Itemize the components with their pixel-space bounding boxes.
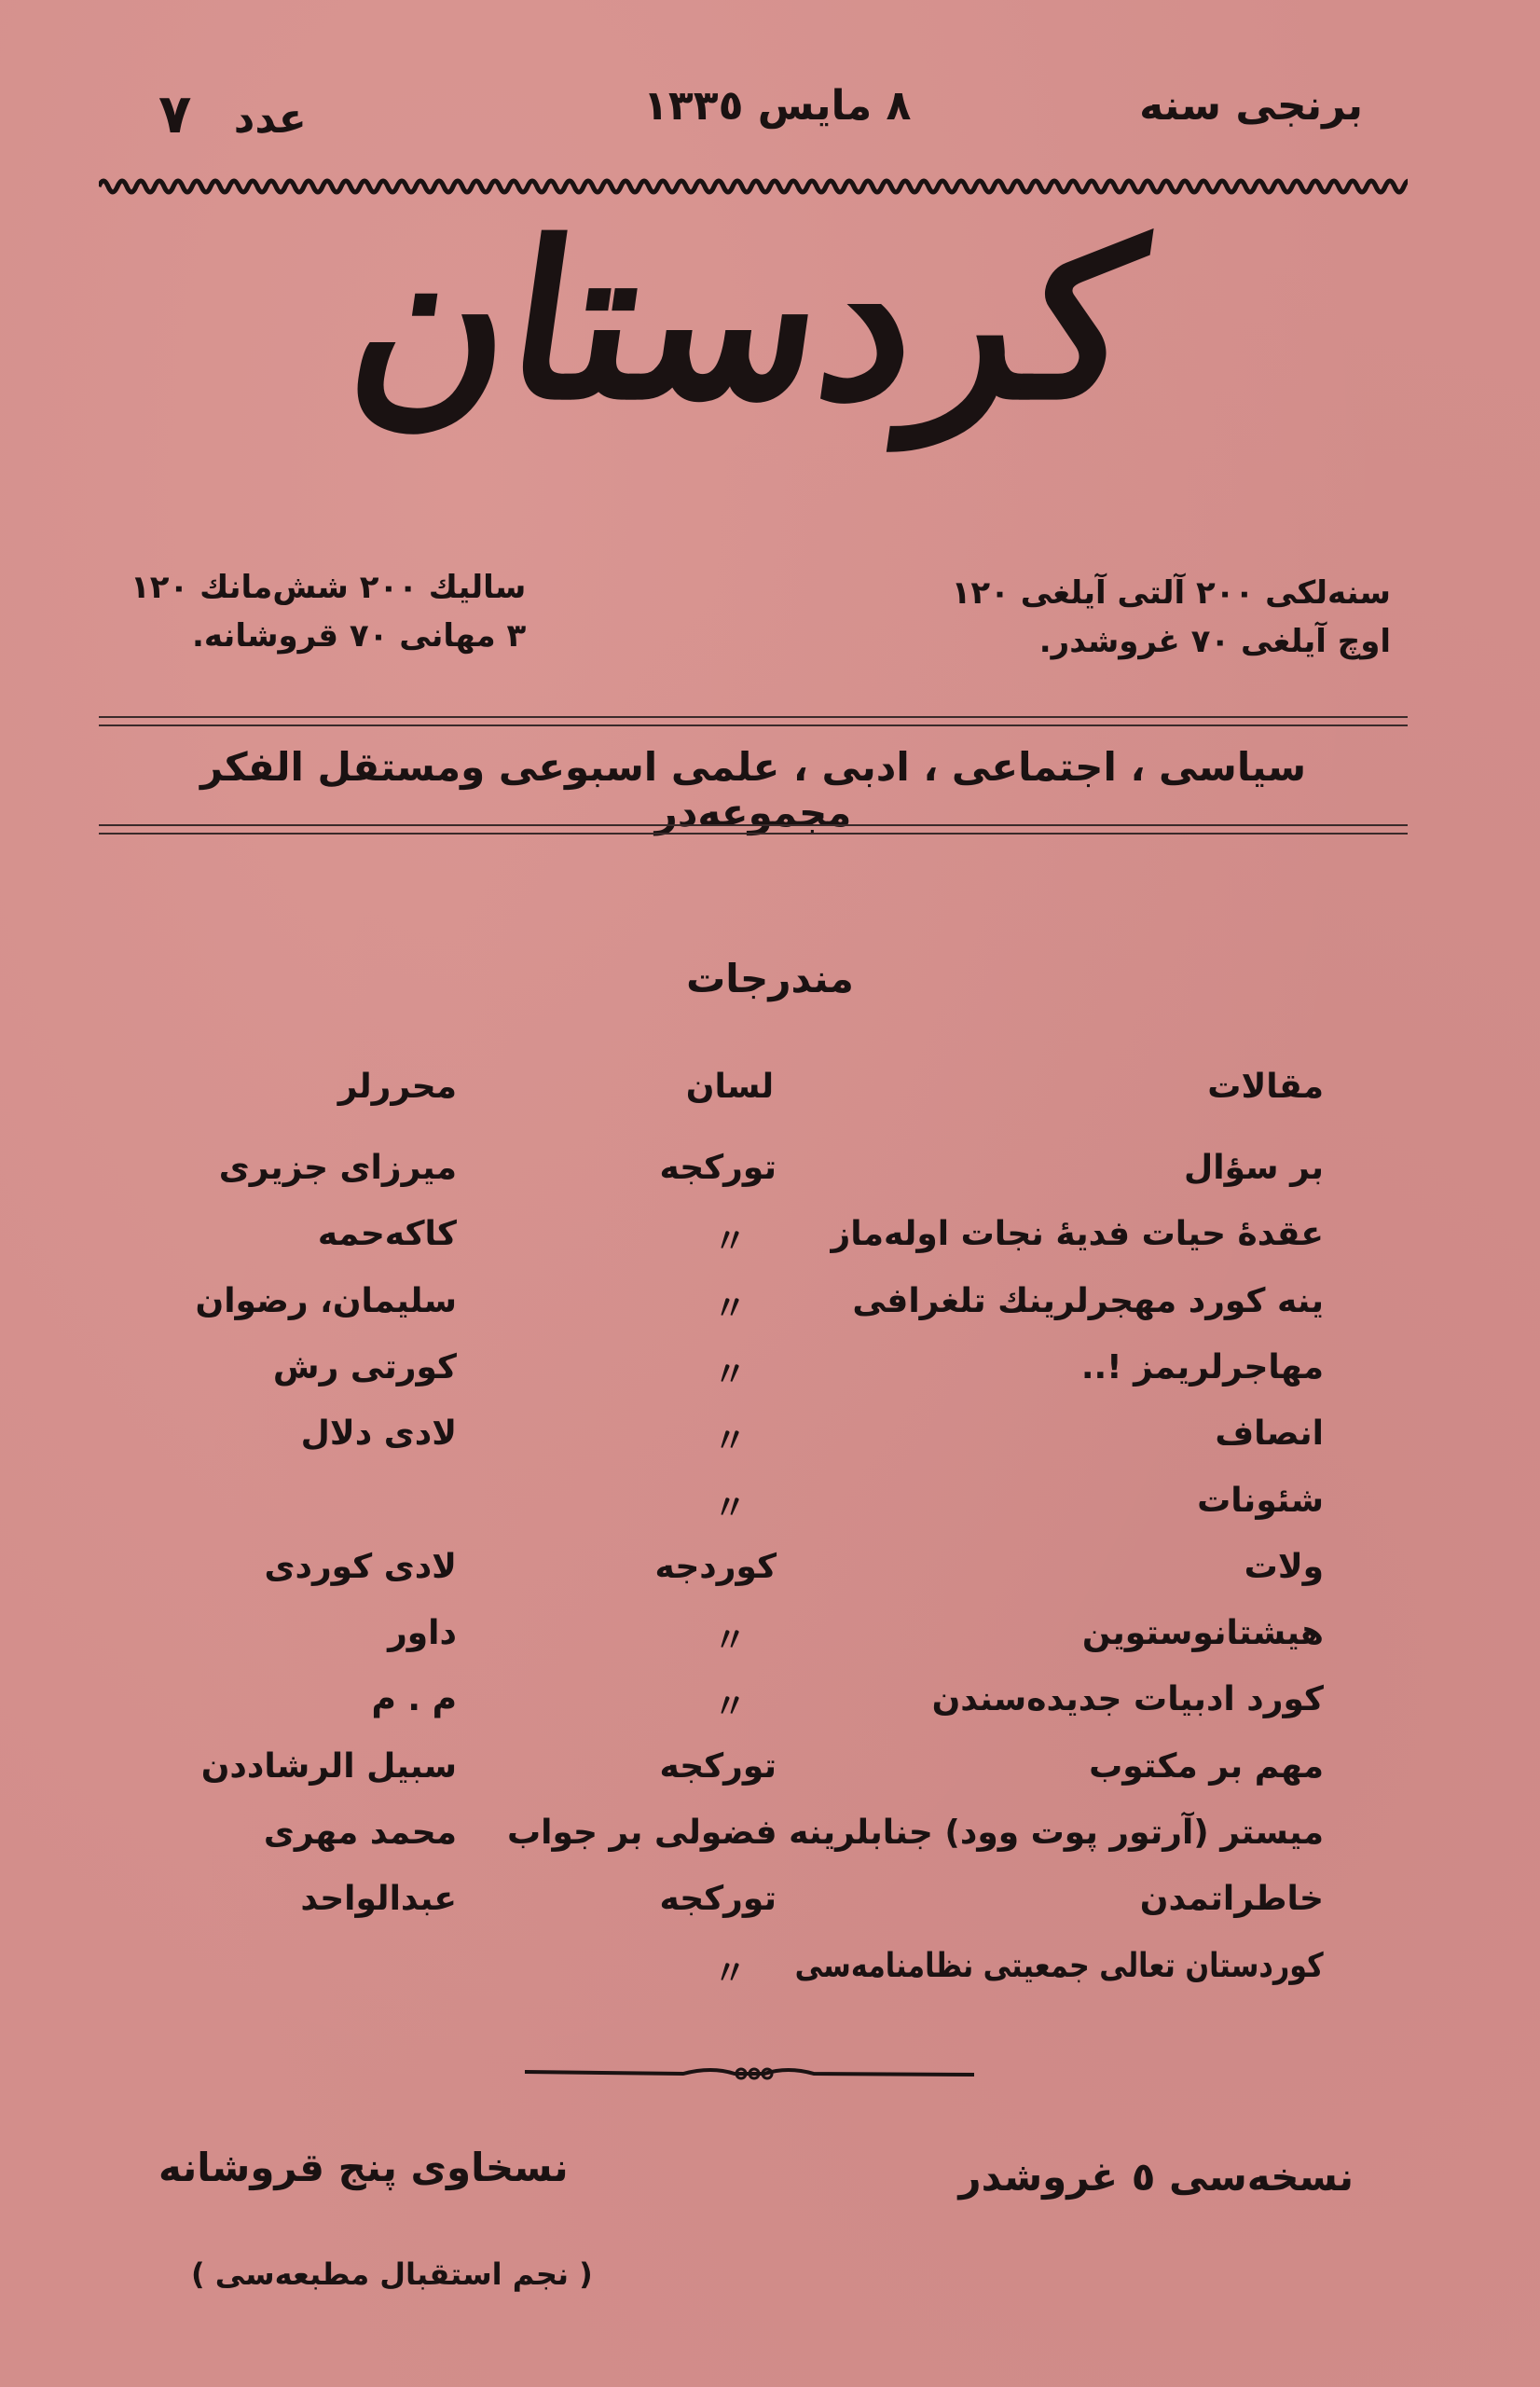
article-language: 〃 [712,1621,747,1661]
contents-row [0,1348,1540,1404]
article-author: لادی دلال [300,1414,457,1454]
article-language: 〃 [712,1222,747,1262]
contents-heading: مندرجات [686,956,854,1001]
article-title: کوردستان تعالی جمعیتی نظامنامه‌سی [794,1946,1324,1985]
article-author: سلیمان، رضوان [195,1281,457,1320]
subscription-kurdish-line2: ٣ مهانی ٧٠ قروشانه. [192,617,527,655]
article-title: انصاف [1215,1414,1324,1454]
article-title: ینه کورد مهجرلرینك تلغرافی [852,1281,1324,1320]
tagline: سیاسی ، اجتماعی ، ادبی ، علمی اسبوعی ومستقل الفکر مجموعه‌در [199,744,1307,835]
article-language: تورکجه [659,1149,777,1187]
article-language: 〃 [712,1289,747,1328]
article-language: 〃 [712,1355,747,1394]
article-language: تورکجه [659,1880,777,1919]
subscription-turkish-line1: سنه‌لکی ٢٠٠ آلتی آیلغی ١٢٠ [951,574,1391,612]
double-rule-bottom [99,824,1408,835]
article-title: ولات [1244,1547,1324,1586]
article-title: عقدهٔ حیات فدیهٔ نجات اوله‌ماز [831,1215,1324,1254]
subscription-turkish [952,569,1391,666]
contents-row [0,1149,1540,1205]
contents-header-row [0,1068,1540,1124]
column-header-articles: مقالات [1207,1068,1324,1106]
subscription-kurdish [131,563,526,660]
contents-row [0,1747,1540,1803]
article-title: بر سؤال [1184,1149,1324,1187]
article-author: م . م [371,1680,457,1719]
year-label: برنجی سنه [1139,82,1363,130]
article-language: تورکجه [659,1746,777,1786]
column-header-language: لسان [685,1068,775,1106]
contents-row [0,1814,1540,1870]
article-title: مهاجرلریمز !.. [1080,1347,1324,1387]
printer-name: ( نجم استقبال مطبعه‌سی ) [191,2256,593,2292]
article-title: کورد ادبیات جدیده‌سندن [931,1680,1324,1719]
article-author: کاکه‌حمه [317,1215,457,1254]
article-language: 〃 [712,1953,747,1993]
article-author: میرزای جزیری [218,1149,457,1187]
double-rule-top [99,716,1408,726]
contents-row [0,1482,1540,1538]
article-title: مهم بر مکتوب [1089,1746,1324,1786]
contents-row [0,1947,1540,2003]
price-turkish: نسخه‌سی ٥ غروشدر [958,2154,1354,2200]
issue-number-value: ٧ [158,82,192,145]
article-language: 〃 [712,1422,747,1461]
article-language: کوردجه [654,1547,777,1586]
contents-row [0,1614,1540,1670]
article-author: کورتی رش [272,1347,457,1387]
article-author: داور [388,1614,457,1653]
article-title: میستر (آرتور پوت وود) جنابلرینه فضولی بر جواب [506,1814,1324,1852]
issue-number [158,82,307,145]
subscription-kurdish-line1: سالیك ٢٠٠ شش‌مانك ١٢٠ [131,569,527,606]
column-header-authors: محررلر [337,1068,457,1106]
contents-row [0,1414,1540,1470]
issue-label: عدد [233,95,307,143]
article-author: سبیل الرشاددن [200,1746,457,1786]
article-title: خاطراتمدن [1139,1880,1324,1919]
article-language: 〃 [712,1488,747,1527]
contents-row [0,1282,1540,1338]
article-title: هیشتانوستوین [1081,1614,1324,1653]
article-author: عبدالواحد [300,1880,457,1919]
wavy-divider [99,175,1408,198]
article-author: لادی کوردی [264,1547,457,1586]
article-author: محمد مهری [263,1814,457,1852]
article-title: شئونات [1197,1481,1324,1520]
ornament-divider [525,2061,974,2087]
article-language: 〃 [712,1688,747,1727]
subscription-turkish-line2: اوچ آیلغی ٧٠ غروشدر. [1038,623,1391,660]
contents-row [0,1880,1540,1936]
contents-row [0,1680,1540,1736]
price-kurdish: نسخاوی پنج قروشانه [158,2145,569,2190]
contents-row [0,1215,1540,1271]
masthead-title: کردستان [337,196,1155,448]
issue-date: ٨ مایس ١٣٣٥ [643,82,912,130]
contents-row [0,1548,1540,1604]
